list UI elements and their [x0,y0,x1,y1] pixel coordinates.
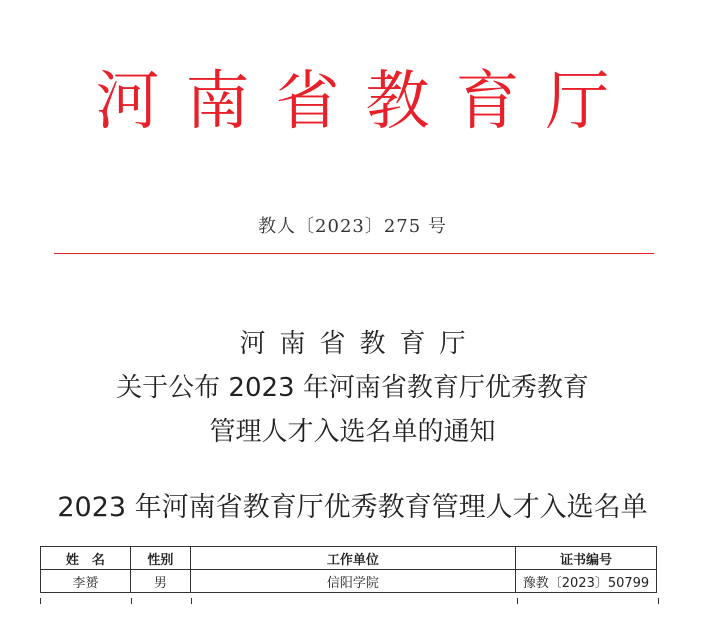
cell-workplace: 信阳学院 [190,570,515,593]
masthead-char: 南 [185,65,250,139]
table-header-row [41,547,657,570]
masthead-char: 省 [275,65,340,139]
column-divider [191,598,192,604]
cell-name: 李赟 [41,570,131,593]
masthead [0,62,705,142]
masthead-char: 厅 [545,65,610,139]
header-name: 姓 名 [41,547,131,570]
table-row [41,570,657,593]
masthead-char: 河 [95,65,160,139]
masthead-char: 育 [455,65,520,139]
header-workplace: 工作单位 [190,547,515,570]
title-line-3: 管理人才入选名单的通知 [209,417,496,447]
header-gender: 性别 [130,547,190,570]
header-certificate-number: 证书编号 [516,547,657,570]
title-org: 河南省教育厅 [239,329,480,359]
masthead-char: 教 [365,65,430,139]
cell-gender: 男 [130,570,190,593]
roster-table [40,546,657,593]
list-title: 2023 年河南省教育厅优秀教育管理人才入选名单 [57,492,648,523]
red-divider [54,253,654,254]
cell-certificate-number: 豫教〔2023〕50799 [516,570,657,593]
document-number: 教人〔2023〕275 号 [258,216,447,237]
column-divider [131,598,132,604]
notice-title [0,322,705,454]
title-line-2: 关于公布 2023 年河南省教育厅优秀教育 [116,373,589,403]
table-row-cut-off [40,598,659,604]
column-divider [517,598,518,604]
